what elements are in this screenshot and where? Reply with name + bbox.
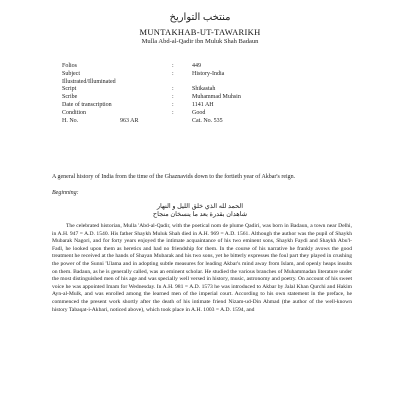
metadata-value xyxy=(192,79,342,87)
metadata-row xyxy=(62,94,342,102)
metadata-label: Subject xyxy=(62,70,80,77)
metadata-label: Script xyxy=(62,86,77,93)
metadata-colon: : xyxy=(172,94,174,101)
metadata-colon: : xyxy=(172,63,174,69)
metadata-label: Scribe xyxy=(62,94,78,101)
metadata-row xyxy=(62,71,342,79)
catalogue-number: Cat. No. 535 xyxy=(192,117,223,124)
metadata-value: Good xyxy=(192,109,206,116)
accession-row xyxy=(62,118,342,126)
accession-label: H. No. xyxy=(62,117,79,124)
metadata-label: Date of transcription xyxy=(62,101,112,108)
metadata-table xyxy=(62,63,342,125)
metadata-label: Illustrated/Illuminated xyxy=(62,78,116,85)
metadata-row xyxy=(62,63,342,71)
metadata-value: History-India xyxy=(192,70,225,77)
metadata-colon: : xyxy=(172,109,174,116)
metadata-colon: : xyxy=(172,70,174,77)
metadata-label: Folios xyxy=(62,63,78,69)
metadata-value: Muhammad Muhsin xyxy=(192,94,241,101)
metadata-row xyxy=(62,102,342,110)
page-title: MUNTAKHAB-UT-TAWARIKH xyxy=(139,27,261,37)
author-byline: Mulla Abd-al-Qadir ibn Muluk Shah Badaun xyxy=(141,38,259,45)
work-summary: A general history of India from the time of the Ghaznavids down to the fortieth year of Akbar's reign. xyxy=(52,174,296,180)
incipit-line: شاهدان بقدرة بعد ما ينسخان منجاح xyxy=(152,211,248,218)
arabic-title: منتخب التواريخ xyxy=(169,12,231,23)
metadata-row xyxy=(62,86,342,94)
description-paragraph: The celebrated historian, Mulla 'Abd-al-Qadir, with the poetical nom de plume Qadiri, was born in Badaun, a town near Delhi, in A.H. 947 = A.D. 1540. His father Shaykh Muluk Shah died in A.H. 969 = A.D. 1561. Although the author was the pupil of Shaykh Mubarak Nagori, and for forty years enjoyed the intimate acquaintance of his two eminent sons, Shaykh Faydi and Shaykh Abu'l-Fadl, he looked upon them as heretics and had no friendship for them. In the course of his narrative he frankly avows the good treatment he received at the hands of Shayan Mubarak and his two sons, yet he bitterly expresses the foul part they played in crushing the power of the Sunni 'Ulama and in adopting subtle measures for leading Akbar's mind away from Islam, and openly heaps insults on them. Badaun, as he is generally called, was an eminent scholar. He studied the various branches of Muhammadan literature under the most distinguished men of his age and was specially well versed in history, music, astronomy and poetry. On account of his sweet voice he was appointed Imam for Wednesday. In A.H. 981 = A.D. 1573 he was introduced to Akbar by Jalal Khan Qurchi and Hakim Ayn-al-Mulk, and was enrolled among the learned men of the imperial court. According to his own statement in the preface, he commenced the present work shortly after the death of his intimate friend Nizam-ud-Din Ahmad (the author of the well-known history Tabaqat-i-Akbari, noticed above), which took place in A.H. 1003 = A.D. 1594, and xyxy=(52,223,352,313)
metadata-row xyxy=(62,110,342,118)
incipit-line: الحمد لله الذي خلق الليل و النهار xyxy=(156,203,244,210)
metadata-colon: : xyxy=(172,101,174,108)
metadata-colon xyxy=(172,79,192,87)
metadata-value: Shikastah xyxy=(192,86,216,93)
beginning-label: Beginning: xyxy=(52,190,79,196)
metadata-row xyxy=(62,79,342,87)
metadata-colon: : xyxy=(172,86,174,93)
metadata-value: 1141 AH xyxy=(192,101,214,108)
accession-number: 963 AR xyxy=(120,117,139,124)
metadata-label: Condition xyxy=(62,109,87,116)
metadata-value: 449 xyxy=(192,63,201,69)
